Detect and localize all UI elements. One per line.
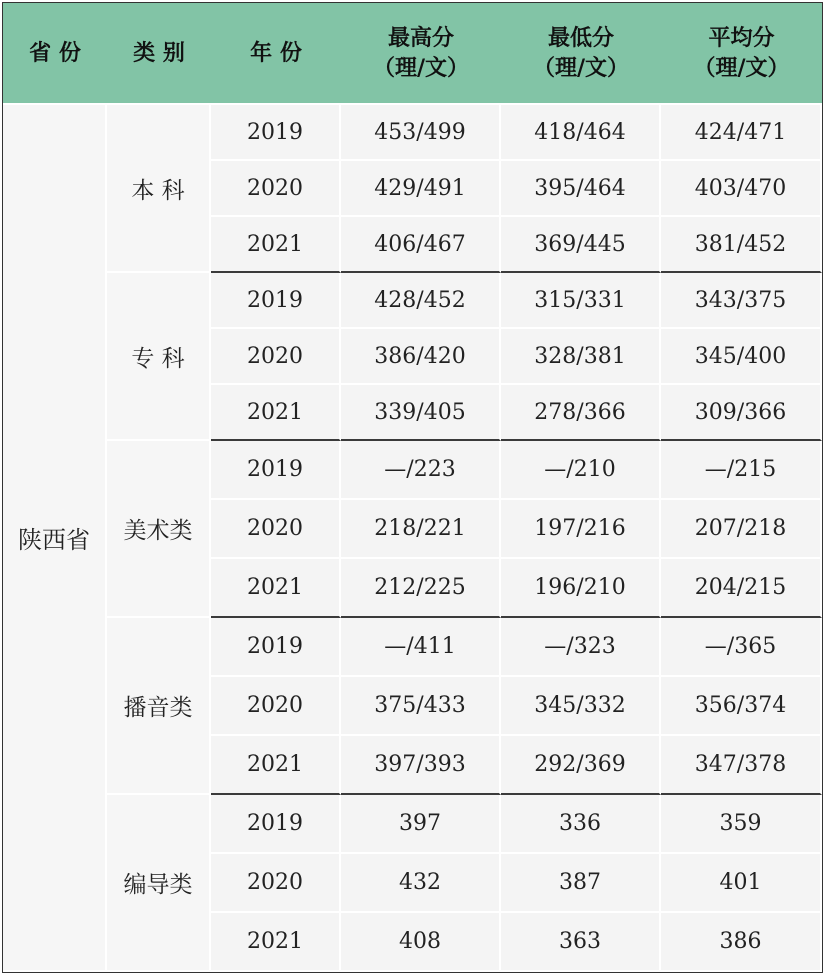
year-cell: 2019 [211,273,341,329]
max-score-cell: —/223 [341,441,501,500]
avg-score-cell: 359 [661,795,822,854]
year-cell: 2021 [211,736,341,795]
max-score-cell: 375/433 [341,677,501,736]
avg-score-cell: 424/471 [661,105,822,161]
avg-score-cell: 204/215 [661,559,822,618]
avg-score-cell: 356/374 [661,677,822,736]
avg-score-cell: 345/400 [661,329,822,385]
min-score-cell: 418/464 [501,105,661,161]
avg-score-cell: 381/452 [661,217,822,273]
avg-score-cell: 309/366 [661,385,822,441]
min-score-cell: 278/366 [501,385,661,441]
max-score-cell: —/411 [341,618,501,677]
header-min-score [501,3,661,105]
min-score-cell: 292/369 [501,736,661,795]
max-score-cell: 406/467 [341,217,501,273]
min-score-cell: —/323 [501,618,661,677]
year-cell: 2020 [211,500,341,559]
year-cell: 2020 [211,677,341,736]
header-avg-score [661,3,822,105]
year-cell: 2020 [211,161,341,217]
category-cell: 专 科 [107,273,211,441]
min-score-cell: —/210 [501,441,661,500]
max-score-cell: 339/405 [341,385,501,441]
header-province: 省 份 [3,3,107,105]
year-cell: 2021 [211,913,341,972]
avg-score-cell: 207/218 [661,500,822,559]
header-max-label: 最高分 [387,25,454,51]
header-year: 年 份 [211,3,341,105]
table-row [3,441,822,500]
min-score-cell: 369/445 [501,217,661,273]
header-min-label: 最低分 [547,25,614,51]
min-score-cell: 363 [501,913,661,972]
category-cell: 播音类 [107,618,211,795]
header-min-sub: （理/文） [532,55,630,81]
province-cell: 陕西省 [3,105,107,972]
year-cell: 2021 [211,559,341,618]
min-score-cell: 336 [501,795,661,854]
max-score-cell: 432 [341,854,501,913]
header-category: 类 别 [107,3,211,105]
header-avg-label: 平均分 [708,25,775,51]
max-score-cell: 212/225 [341,559,501,618]
year-cell: 2021 [211,217,341,273]
min-score-cell: 395/464 [501,161,661,217]
table-body [3,105,822,972]
min-score-cell: 196/210 [501,559,661,618]
avg-score-cell: —/365 [661,618,822,677]
category-cell: 美术类 [107,441,211,618]
avg-score-cell: 386 [661,913,822,972]
max-score-cell: 428/452 [341,273,501,329]
table-row [3,618,822,677]
table-row [3,105,822,161]
avg-score-cell: 401 [661,854,822,913]
year-cell: 2020 [211,329,341,385]
max-score-cell: 397/393 [341,736,501,795]
year-cell: 2020 [211,854,341,913]
score-table-frame [2,2,823,973]
year-cell: 2019 [211,618,341,677]
min-score-cell: 387 [501,854,661,913]
score-table [3,3,822,972]
max-score-cell: 429/491 [341,161,501,217]
max-score-cell: 386/420 [341,329,501,385]
category-cell: 编导类 [107,795,211,972]
max-score-cell: 218/221 [341,500,501,559]
table-row [3,273,822,329]
avg-score-cell: 403/470 [661,161,822,217]
year-cell: 2021 [211,385,341,441]
header-avg-sub: （理/文） [693,55,790,81]
avg-score-cell: 343/375 [661,273,822,329]
category-cell: 本 科 [107,105,211,273]
max-score-cell: 408 [341,913,501,972]
table-row [3,795,822,854]
header-max-score [341,3,501,105]
max-score-cell: 453/499 [341,105,501,161]
header-max-sub: （理/文） [372,55,470,81]
year-cell: 2019 [211,441,341,500]
header-row [3,3,822,105]
year-cell: 2019 [211,795,341,854]
year-cell: 2019 [211,105,341,161]
min-score-cell: 328/381 [501,329,661,385]
min-score-cell: 197/216 [501,500,661,559]
max-score-cell: 397 [341,795,501,854]
avg-score-cell: —/215 [661,441,822,500]
avg-score-cell: 347/378 [661,736,822,795]
min-score-cell: 315/331 [501,273,661,329]
min-score-cell: 345/332 [501,677,661,736]
